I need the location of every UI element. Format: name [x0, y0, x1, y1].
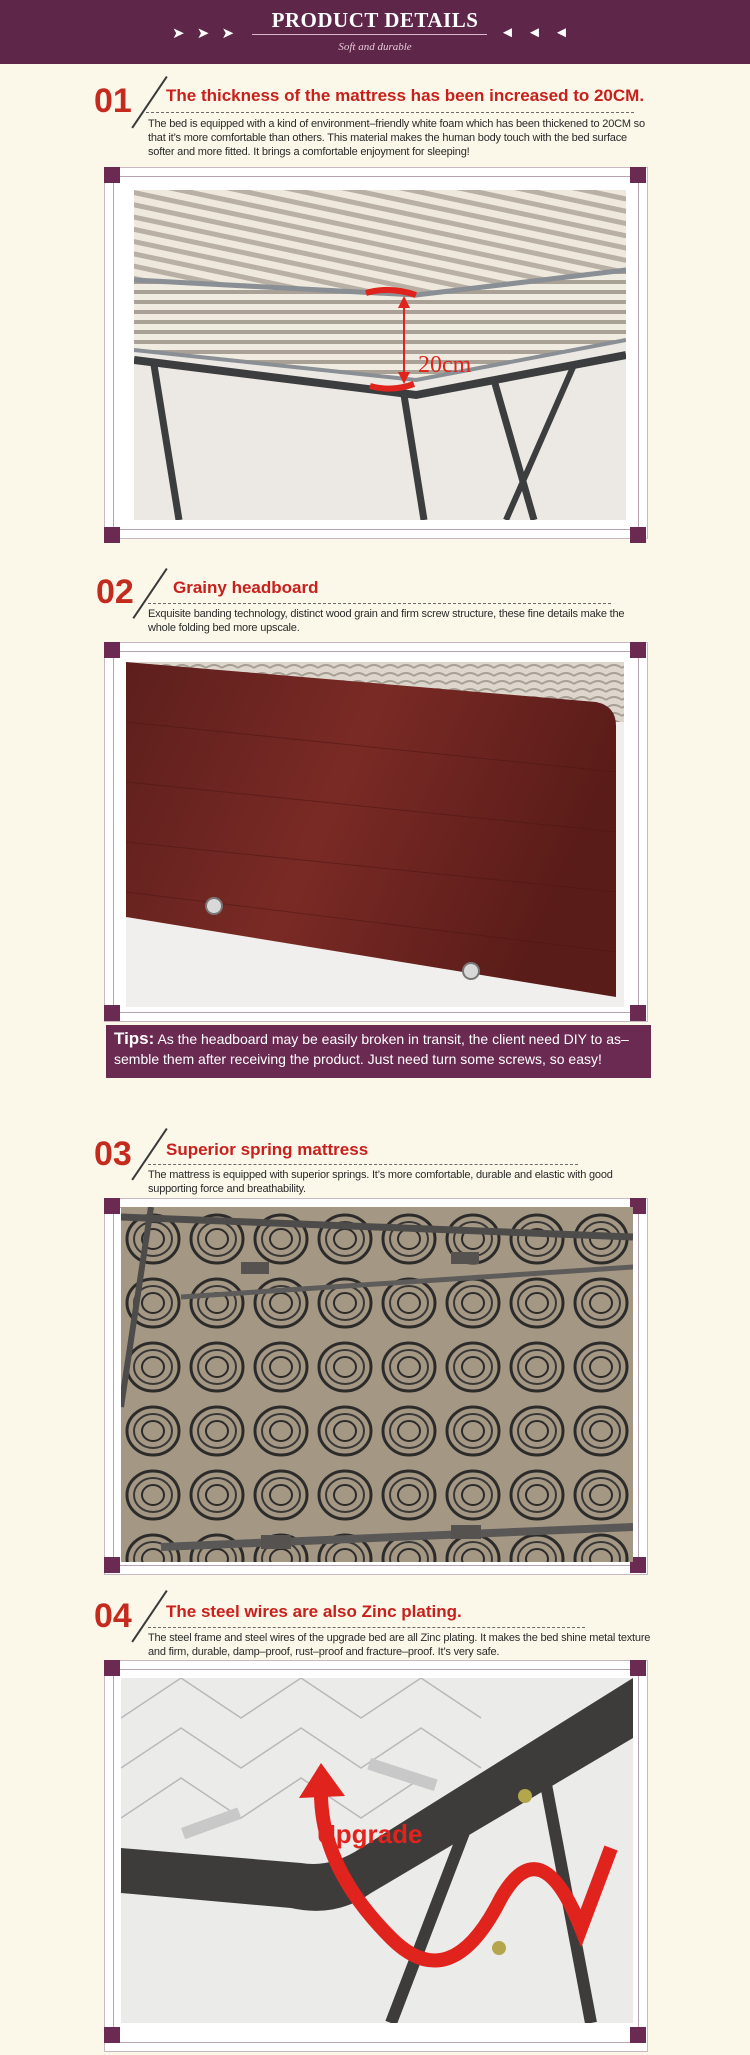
- frame-corner: [104, 642, 120, 658]
- frame-corner: [630, 642, 646, 658]
- page-subtitle: Soft and durable: [338, 41, 412, 53]
- frame-corner: [630, 1005, 646, 1021]
- section-title: The thickness of the mattress has been increased to 20CM.: [166, 86, 645, 105]
- frame-corner: [104, 1660, 120, 1676]
- section-number: 02: [96, 573, 134, 611]
- thickness-label: 20cm: [418, 352, 472, 378]
- section-description: The mattress is equipped with superior springs. It’s more comfortable, durable and elastic with good supporting force and breathability.: [148, 1169, 613, 1195]
- section-title: The steel wires are also Zinc plating.: [166, 1602, 462, 1621]
- frame-corner: [104, 527, 120, 543]
- section-number: 03: [94, 1135, 132, 1173]
- right-arrows-icon: ◄ ◄ ◄: [500, 24, 573, 41]
- header-divider: [252, 34, 487, 35]
- section-number: 01: [94, 82, 132, 120]
- tips-box: [106, 1025, 651, 1078]
- mattress-thickness-image: [134, 190, 626, 520]
- section-title: Superior spring mattress: [166, 1140, 369, 1159]
- upgrade-label: Upgrade: [317, 1819, 423, 1849]
- frame-corner: [104, 2027, 120, 2043]
- frame-corner: [104, 1198, 120, 1214]
- section-dash-line: [148, 603, 611, 604]
- section-number: 04: [94, 1597, 132, 1635]
- frame-corner: [630, 167, 646, 183]
- header-banner: [0, 0, 750, 64]
- section-description: The steel frame and steel wires of the upgrade bed are all Zinc plating. It makes the bed shine metal texture and firm, durable, damp–proof, rust–proof and fracture–proof. It’s very safe.: [148, 1632, 651, 1658]
- section-dash-line: [148, 1164, 578, 1165]
- section-dash-line: [148, 1627, 585, 1628]
- frame-corner: [104, 1005, 120, 1021]
- section-title: Grainy headboard: [173, 578, 319, 597]
- frame-corner: [104, 167, 120, 183]
- page-title: PRODUCT DETAILS: [271, 8, 479, 32]
- frame-corner: [630, 527, 646, 543]
- steel-wire-image: [121, 1678, 633, 2023]
- tips-text: As the headboard may be easily broken in transit, the client need DIY to as–semble them after receiving the product. Just need turn some screws, so easy!: [114, 1031, 629, 1067]
- section-description: The bed is equipped with a kind of environment–friendly white foam which has been thickened to 20CM so that it’s more comfortable than others. This material makes the human body touch with the bed surface softer and more fitted. It brings a comfortable enjoyment for sleeping!: [148, 118, 645, 158]
- section-dash-line: [146, 112, 634, 113]
- section-description: Exquisite banding technology, distinct wood grain and firm screw structure, these fine details make the whole folding bed more upscale.: [148, 608, 625, 634]
- frame-corner: [630, 2027, 646, 2043]
- frame-corner: [630, 1660, 646, 1676]
- tips-label: Tips:: [114, 1029, 155, 1048]
- headboard-image: [126, 662, 624, 1007]
- spring-mattress-image: [121, 1207, 633, 1562]
- frame-corner: [104, 1557, 120, 1573]
- left-arrows-icon: ➤ ➤ ➤: [172, 25, 239, 42]
